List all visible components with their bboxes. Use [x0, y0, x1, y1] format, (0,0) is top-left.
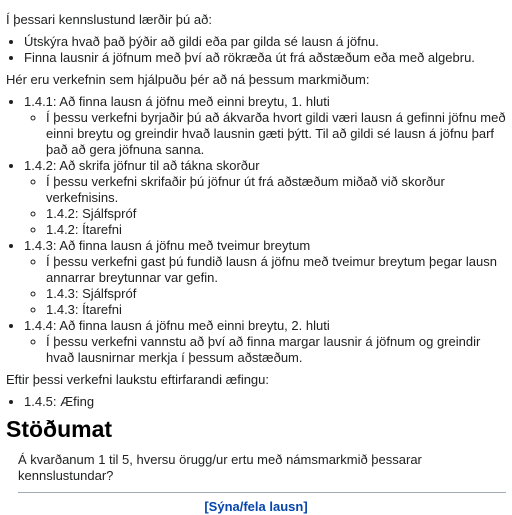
task-description: ◦ Í þessu verkefni byrjaðir þú að ákvarða hvort gildi væri lausn á gefinni jöfnu með einni breytu og greindir hvað lausnin gæti þýtt. Til að gildi sé lausn á jöfnu þarf það að gera jöfnuna sanna.: [46, 110, 506, 158]
section-heading: Stöðumat: [6, 416, 113, 442]
practice-intro-text: Eftir þessi verkefni laukstu eftirfarandi æfingu:: [6, 372, 270, 387]
task-sublist: [24, 174, 506, 238]
list-item: • 1.4.5: Æfing: [24, 394, 506, 410]
task-item: [24, 318, 506, 366]
task-subitem: ◦ 1.4.3: Ítarefni: [46, 302, 506, 318]
task-subitem: ◦ 1.4.3: Sjálfspróf: [46, 286, 506, 302]
task-title: 1.4.1: Að finna lausn á jöfnu með einni breytu, 1. hluti: [24, 94, 330, 109]
task-description: ◦ Í þessu verkefni gast þú fundið lausn á jöfnu með tveimur breytum þegar lausn annarrar breytunnar var gefin.: [46, 254, 506, 286]
task-title: 1.4.4: Að finna lausn á jöfnu með einni breytu, 2. hluti: [24, 318, 330, 333]
task-sublist: [24, 334, 506, 366]
list-item: • Útskýra hvað það þýðir að gildi eða par gilda sé lausn á jöfnu.: [24, 34, 506, 50]
assessment-question: Á kvarðanum 1 til 5, hversu örugg/ur ertu með námsmarkmið þessarar kennslustundar?: [18, 452, 506, 493]
task-description: ◦ Í þessu verkefni skrifaðir þú jöfnur út frá aðstæðum miðað við skorður verkefnisins.: [46, 174, 506, 206]
task-title: 1.4.2: Að skrifa jöfnur til að tákna skorður: [24, 158, 260, 173]
task-item: [24, 158, 506, 238]
task-item: [24, 238, 506, 318]
task-description: ◦ Í þessu verkefni vannstu að því að finna margar lausnir á jöfnum og greindir hvað lausnirnar merkja í þessum aðstæðum.: [46, 334, 506, 366]
learning-outcomes-list: [6, 34, 506, 66]
toggle-container: [6, 499, 506, 515]
tasks-intro-text: Hér eru verkefnin sem hjálpuðu þér að ná þessum markmiðum:: [6, 72, 370, 87]
task-subitem: ◦ 1.4.2: Sjálfspróf: [46, 206, 506, 222]
show-hide-answer-link[interactable]: [Sýna/fela lausn]: [204, 499, 308, 514]
list-item: • Finna lausnir á jöfnum með því að rökræða út frá aðstæðum eða með algebru.: [24, 50, 506, 66]
task-sublist: [24, 254, 506, 318]
tasks-list: [6, 94, 506, 366]
task-sublist: [24, 110, 506, 158]
task-item: [24, 94, 506, 158]
task-subitem: ◦ 1.4.2: Ítarefni: [46, 222, 506, 238]
task-title: 1.4.3: Að finna lausn á jöfnu með tveimur breytum: [24, 238, 311, 253]
intro-text: Í þessari kennslustund lærðir þú að:: [6, 12, 212, 27]
practice-list: [6, 394, 506, 410]
